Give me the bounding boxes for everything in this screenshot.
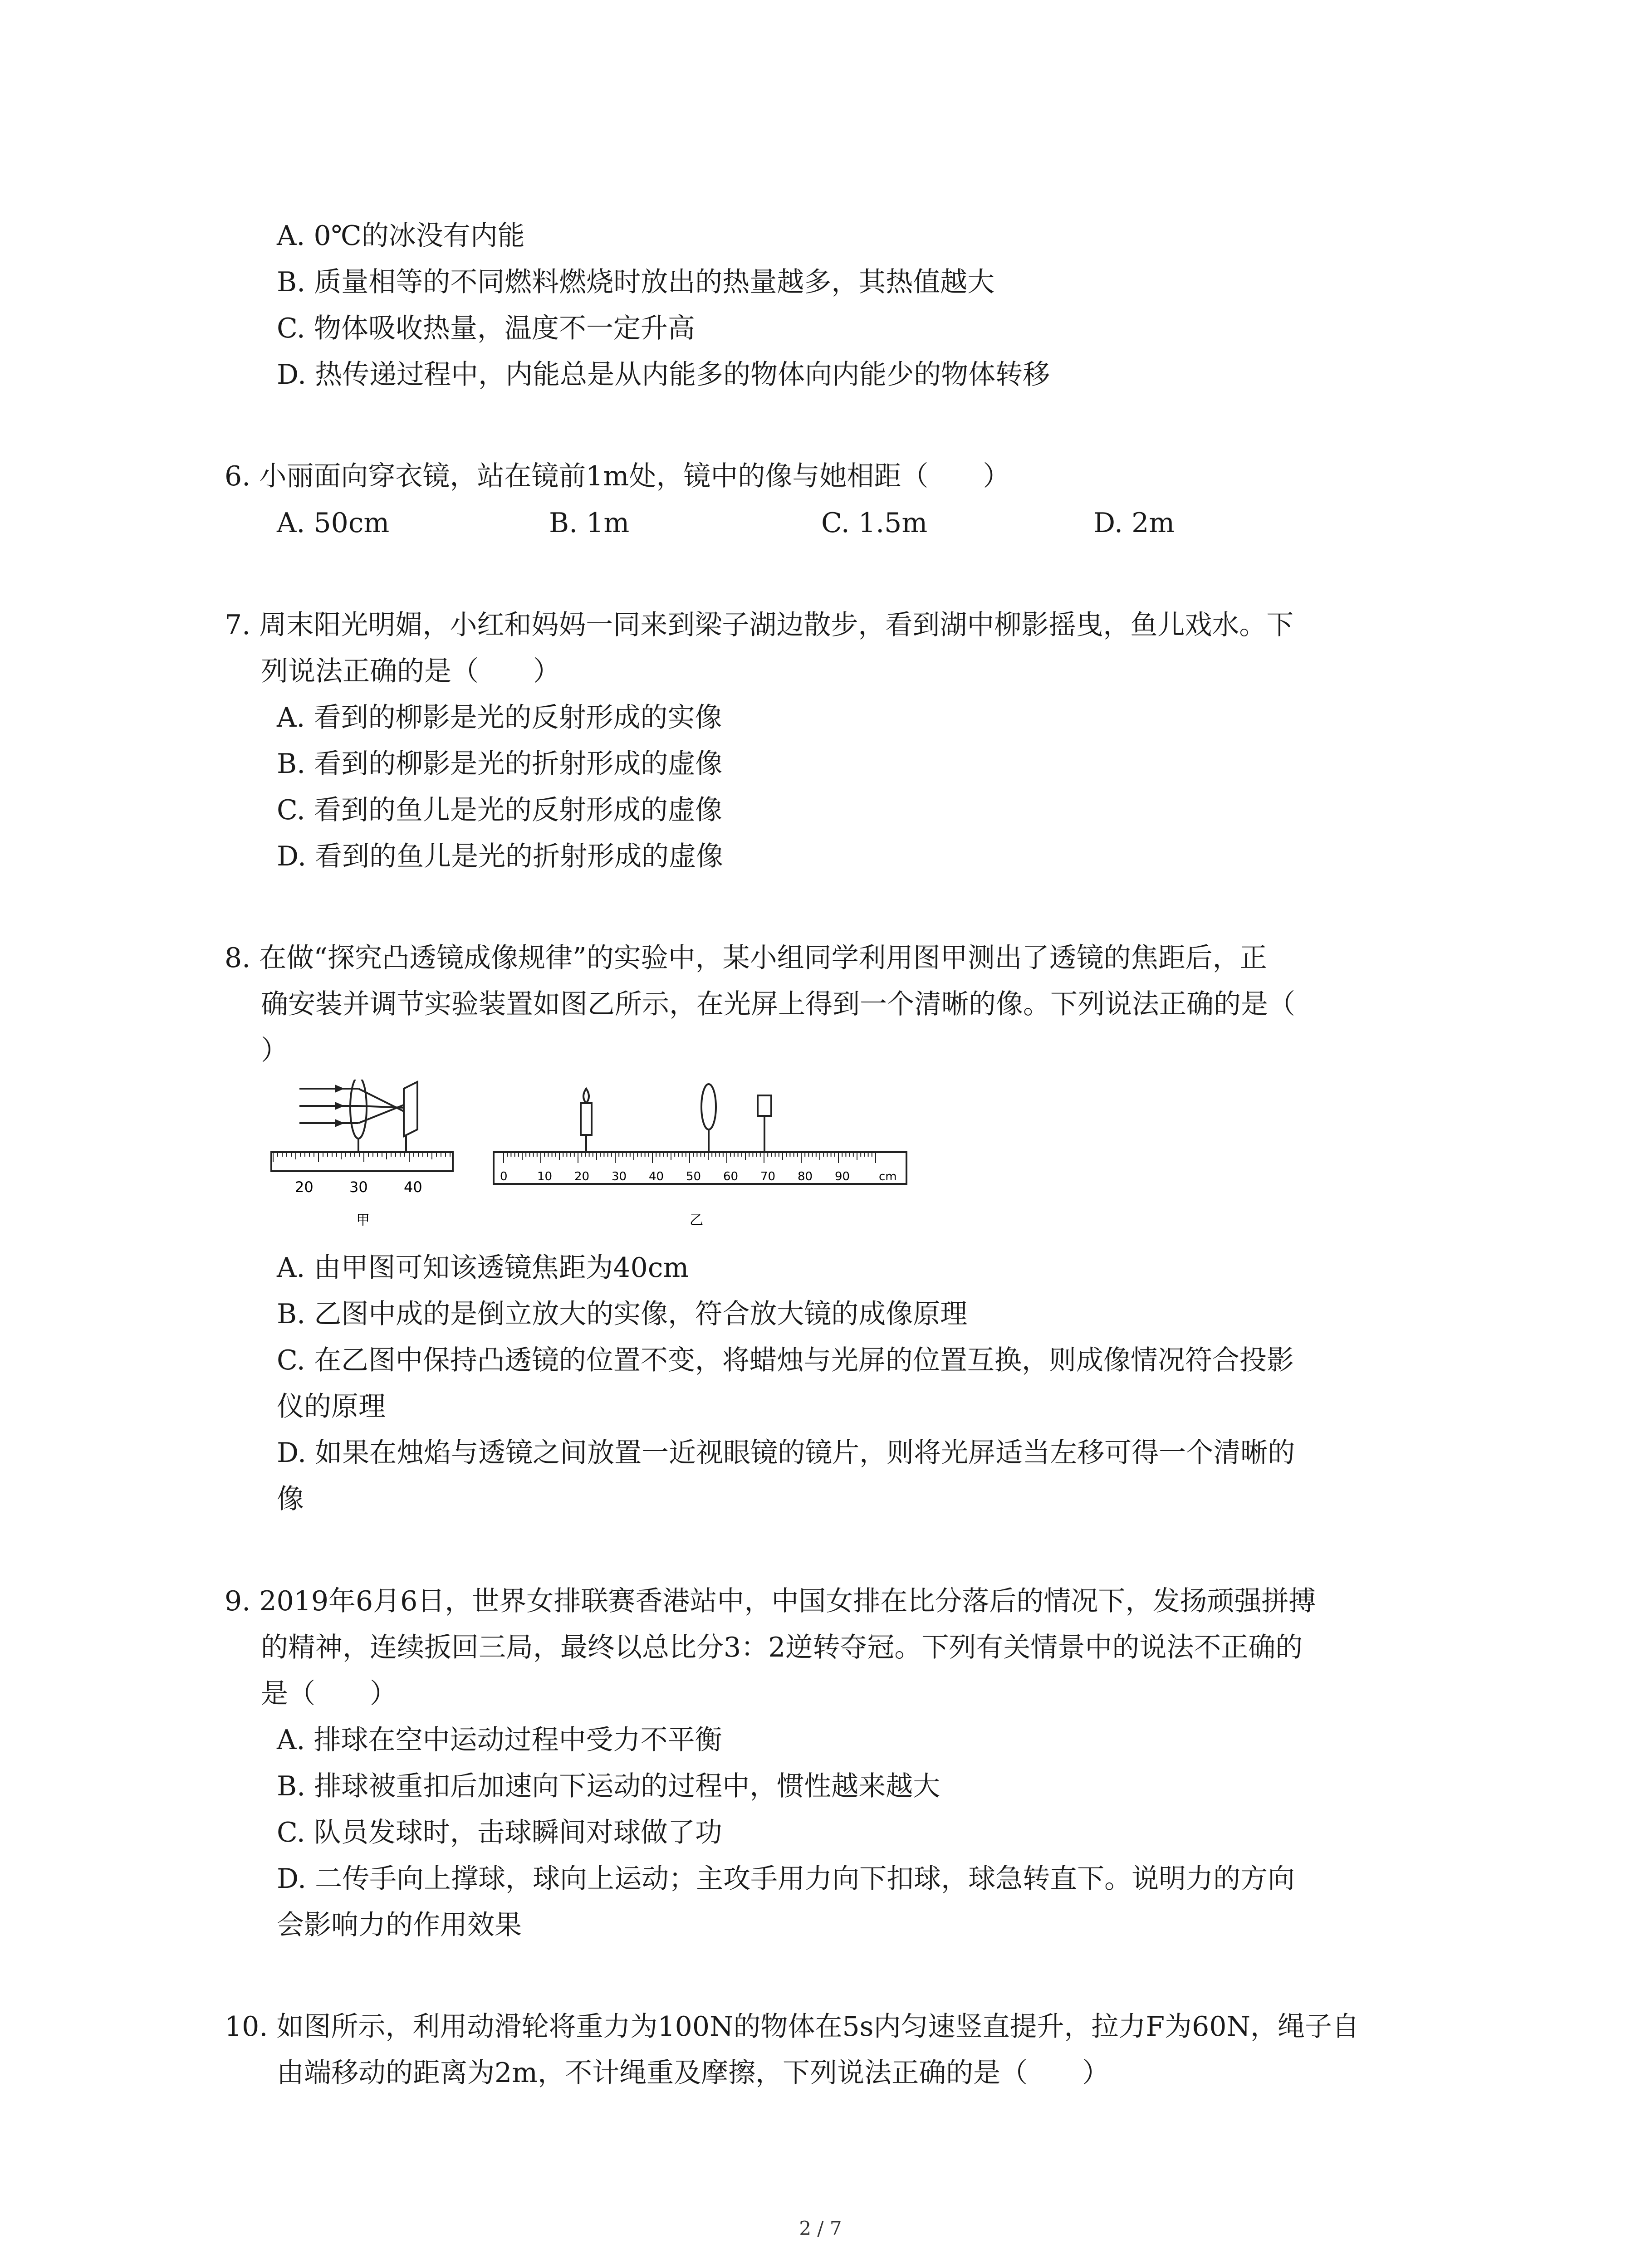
ruler-tick-label: 0 xyxy=(500,1170,508,1183)
q7-stem-line-2: 列说法正确的是（ ） xyxy=(261,655,560,687)
q6-stem: 6. 小丽面向穿衣镜，站在镜前1m处，镜中的像与她相距（ ） xyxy=(225,460,1010,492)
q7-option-d: D. 看到的鱼儿是光的折射形成的虚像 xyxy=(277,841,724,872)
ruler-tick-label: 60 xyxy=(723,1170,739,1183)
figure-jia xyxy=(268,1080,467,1243)
ruler-tick-label: 40 xyxy=(649,1170,664,1183)
q9-option-d-cont: 会影响力的作用效果 xyxy=(277,1909,522,1941)
jia-tick-label: 40 xyxy=(404,1178,422,1196)
q8-option-a: A. 由甲图可知该透镜焦距为40cm xyxy=(277,1252,689,1284)
screen xyxy=(404,1082,417,1136)
q8-option-b: B. 乙图中成的是倒立放大的实像，符合放大镜的成像原理 xyxy=(277,1298,968,1330)
q9-option-a: A. 排球在空中运动过程中受力不平衡 xyxy=(277,1724,722,1756)
candle xyxy=(581,1089,592,1152)
ruler-tick-label: 30 xyxy=(612,1170,627,1183)
jia-caption: 甲 xyxy=(356,1212,370,1228)
q9-stem-line-2: 的精神，连续扳回三局，最终以总比分3：2逆转夺冠。下列有关情景中的说法不正确的 xyxy=(261,1632,1303,1663)
q6-option-d: D. 2m xyxy=(1093,507,1175,539)
ruler-tick-label: 50 xyxy=(686,1170,701,1183)
q9-option-d: D. 二传手向上撑球，球向上运动；主攻手用力向下扣球，球急转直下。说明力的方向 xyxy=(277,1863,1295,1895)
q5-option-a: A. 0℃的冰没有内能 xyxy=(277,220,525,252)
q8-stem-line-2: 确安装并调节实验装置如图乙所示，在光屏上得到一个清晰的像。下列说法正确的是（ xyxy=(261,988,1295,1020)
q6-option-c: C. 1.5m xyxy=(821,507,928,539)
screen xyxy=(758,1095,771,1116)
q10-stem-line-1: 10. 如图所示，利用动滑轮将重力为100N的物体在5s内匀速竖直提升，拉力F为60N，绳子自 xyxy=(225,2011,1359,2043)
q8-option-c: C. 在乙图中保持凸透镜的位置不变，将蜡烛与光屏的位置互换，则成像情况符合投影 xyxy=(277,1344,1294,1376)
ruler-tick-label: 70 xyxy=(760,1170,776,1183)
q9-stem-line-1: 9. 2019年6月6日，世界女排联赛香港站中，中国女排在比分落后的情况下，发扬顽强拼搏 xyxy=(225,1585,1316,1617)
ruler-tick-label: 20 xyxy=(574,1170,590,1183)
q6-option-b: B. 1m xyxy=(549,507,630,539)
q8-stem-line-1: 8. 在做“探究凸透镜成像规律”的实验中，某小组同学利用图甲测出了透镜的焦距后，正 xyxy=(225,942,1267,974)
q10-stem-line-2: 由端移动的距离为2m，不计绳重及摩擦，下列说法正确的是（ ） xyxy=(277,2057,1110,2089)
q9-option-c: C. 队员发球时，击球瞬间对球做了功 xyxy=(277,1817,722,1848)
q9-option-b: B. 排球被重扣后加速向下运动的过程中，惯性越来越大 xyxy=(277,1770,941,1802)
ruler-tick-label: 80 xyxy=(798,1170,813,1183)
q7-stem-line-1: 7. 周末阳光明媚，小红和妈妈一同来到梁子湖边散步，看到湖中柳影摇曳，鱼儿戏水。下 xyxy=(225,609,1294,641)
page-number: 2 / 7 xyxy=(799,2217,842,2239)
q8-option-d: D. 如果在烛焰与透镜之间放置一近视眼镜的镜片，则将光屏适当左移可得一个清晰的 xyxy=(277,1437,1295,1469)
yi-unit-label: cm xyxy=(879,1170,897,1183)
q5-option-d: D. 热传递过程中，内能总是从内能多的物体向内能少的物体转移 xyxy=(277,359,1050,391)
q9-stem-line-3: 是（ ） xyxy=(261,1678,397,1710)
yi-caption: 乙 xyxy=(690,1212,703,1228)
q8-stem-line-3: ） xyxy=(261,1035,288,1066)
q5-option-c: C. 物体吸收热量，温度不一定升高 xyxy=(277,313,695,344)
ruler-tick-label: 10 xyxy=(537,1170,553,1183)
q7-option-c: C. 看到的鱼儿是光的反射形成的虚像 xyxy=(277,794,722,826)
convex-lens xyxy=(701,1084,716,1129)
ruler-jia xyxy=(271,1152,453,1171)
ruler-tick-label: 90 xyxy=(835,1170,850,1183)
q7-option-a: A. 看到的柳影是光的反射形成的实像 xyxy=(277,702,722,733)
candle-flame xyxy=(583,1089,589,1103)
q6-option-a: A. 50cm xyxy=(277,507,390,539)
jia-tick-label: 20 xyxy=(295,1178,314,1196)
q8-option-c-cont: 仪的原理 xyxy=(277,1391,386,1422)
q5-option-b: B. 质量相等的不同燃料燃烧时放出的热量越多，其热值越大 xyxy=(277,266,995,298)
jia-tick-label: 30 xyxy=(349,1178,368,1196)
q8-option-d-cont: 像 xyxy=(277,1483,304,1515)
q7-option-b: B. 看到的柳影是光的折射形成的虚像 xyxy=(277,748,723,780)
figure-yi xyxy=(490,1080,916,1243)
